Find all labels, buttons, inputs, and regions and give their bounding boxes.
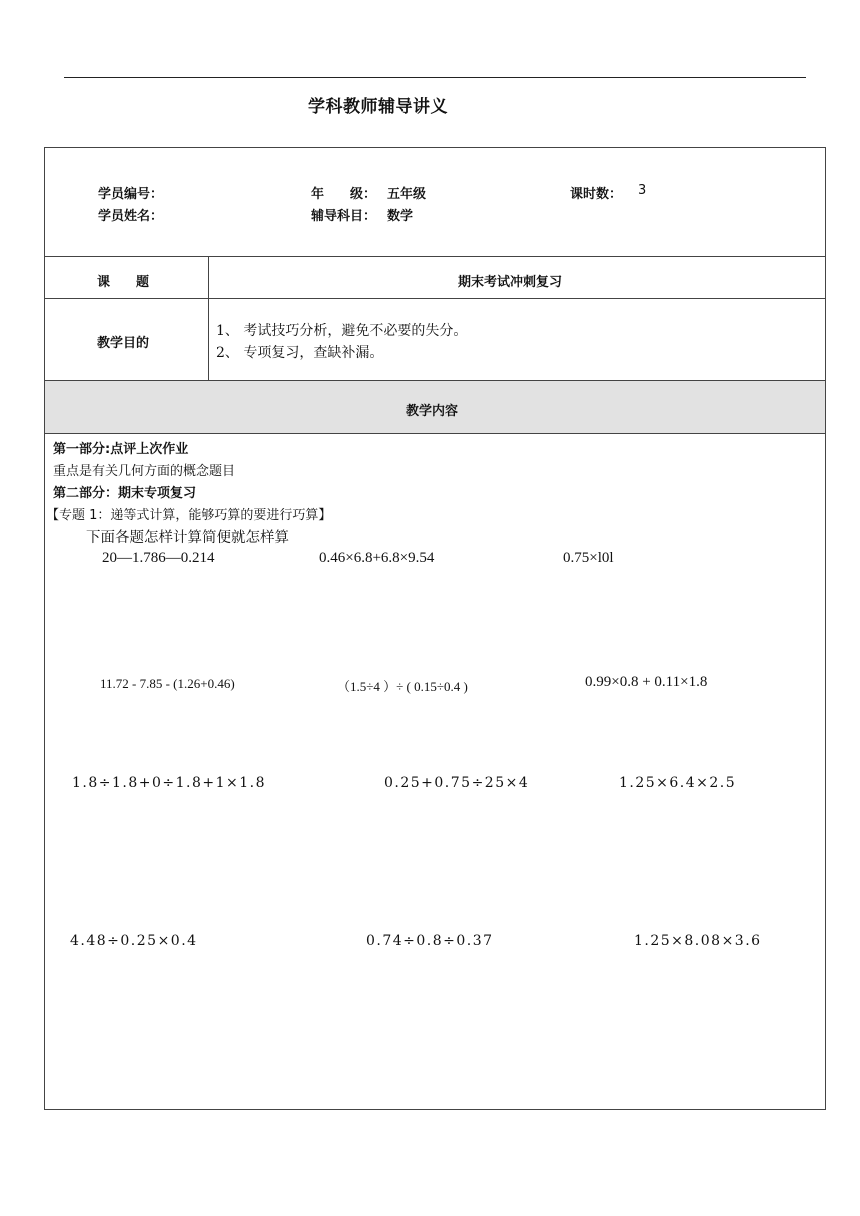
grade-value: 五年级 [387,187,427,202]
problem: 0.74÷0.8÷0.37 [366,933,494,949]
content-header: 教学内容 [406,404,459,419]
hours-label: 课时数： [570,187,623,202]
problem: 20—1.786—0.214 [102,550,215,566]
subject-label: 辅导科目： [311,209,377,224]
goal-item: 2、 专项复习，查缺补漏。 [216,345,384,361]
header-rule [64,77,806,78]
instruction: 下面各题怎样计算简便就怎样算 [86,530,289,546]
topic-value: 期末考试冲刺复习 [458,275,563,290]
problem: 0.75×l0l [563,550,614,566]
student-no-label: 学员编号： [98,187,164,202]
student-name-label: 学员姓名： [98,209,164,224]
topic-label: 课 题 [97,275,150,290]
problem: 0.46×6.8+6.8×9.54 [319,550,435,566]
problem: 1.8÷1.8+0÷1.8+1×1.8 [72,775,267,791]
subject-value: 数学 [387,209,414,224]
row-divider [45,433,825,434]
row-divider [45,256,825,257]
problem: 0.25+0.75÷25×4 [384,775,530,791]
part1-note: 重点是有关几何方面的概念题目 [53,464,236,479]
problem: 1.25×8.08×3.6 [634,933,762,949]
problem: 1.25×6.4×2.5 [619,775,737,791]
topic1-heading: 【专题 1：递等式计算，能够巧算的要进行巧算】 [46,508,332,523]
lesson-table [44,147,826,1110]
goal-item: 1、 考试技巧分析，避免不必要的失分。 [216,323,468,339]
problem: （1.5÷4 ）÷ ( 0.15÷0.4 ) [337,679,468,694]
part2-title: 第二部分：期末专项复习 [53,486,197,501]
problem: 0.99×0.8 + 0.11×1.8 [585,674,708,690]
column-divider [208,256,209,380]
row-divider [45,298,825,299]
grade-label: 年 级： [311,187,377,202]
goals-label: 教学目的 [97,336,150,351]
problem: 4.48÷0.25×0.4 [70,933,198,949]
row-divider [45,380,825,381]
part1-title: 第一部分:点评上次作业 [53,442,189,457]
document-title: 学科教师辅导讲义 [308,97,448,117]
problem: 11.72 - 7.85 - (1.26+0.46) [100,676,235,691]
hours-value: 3 [638,183,647,198]
